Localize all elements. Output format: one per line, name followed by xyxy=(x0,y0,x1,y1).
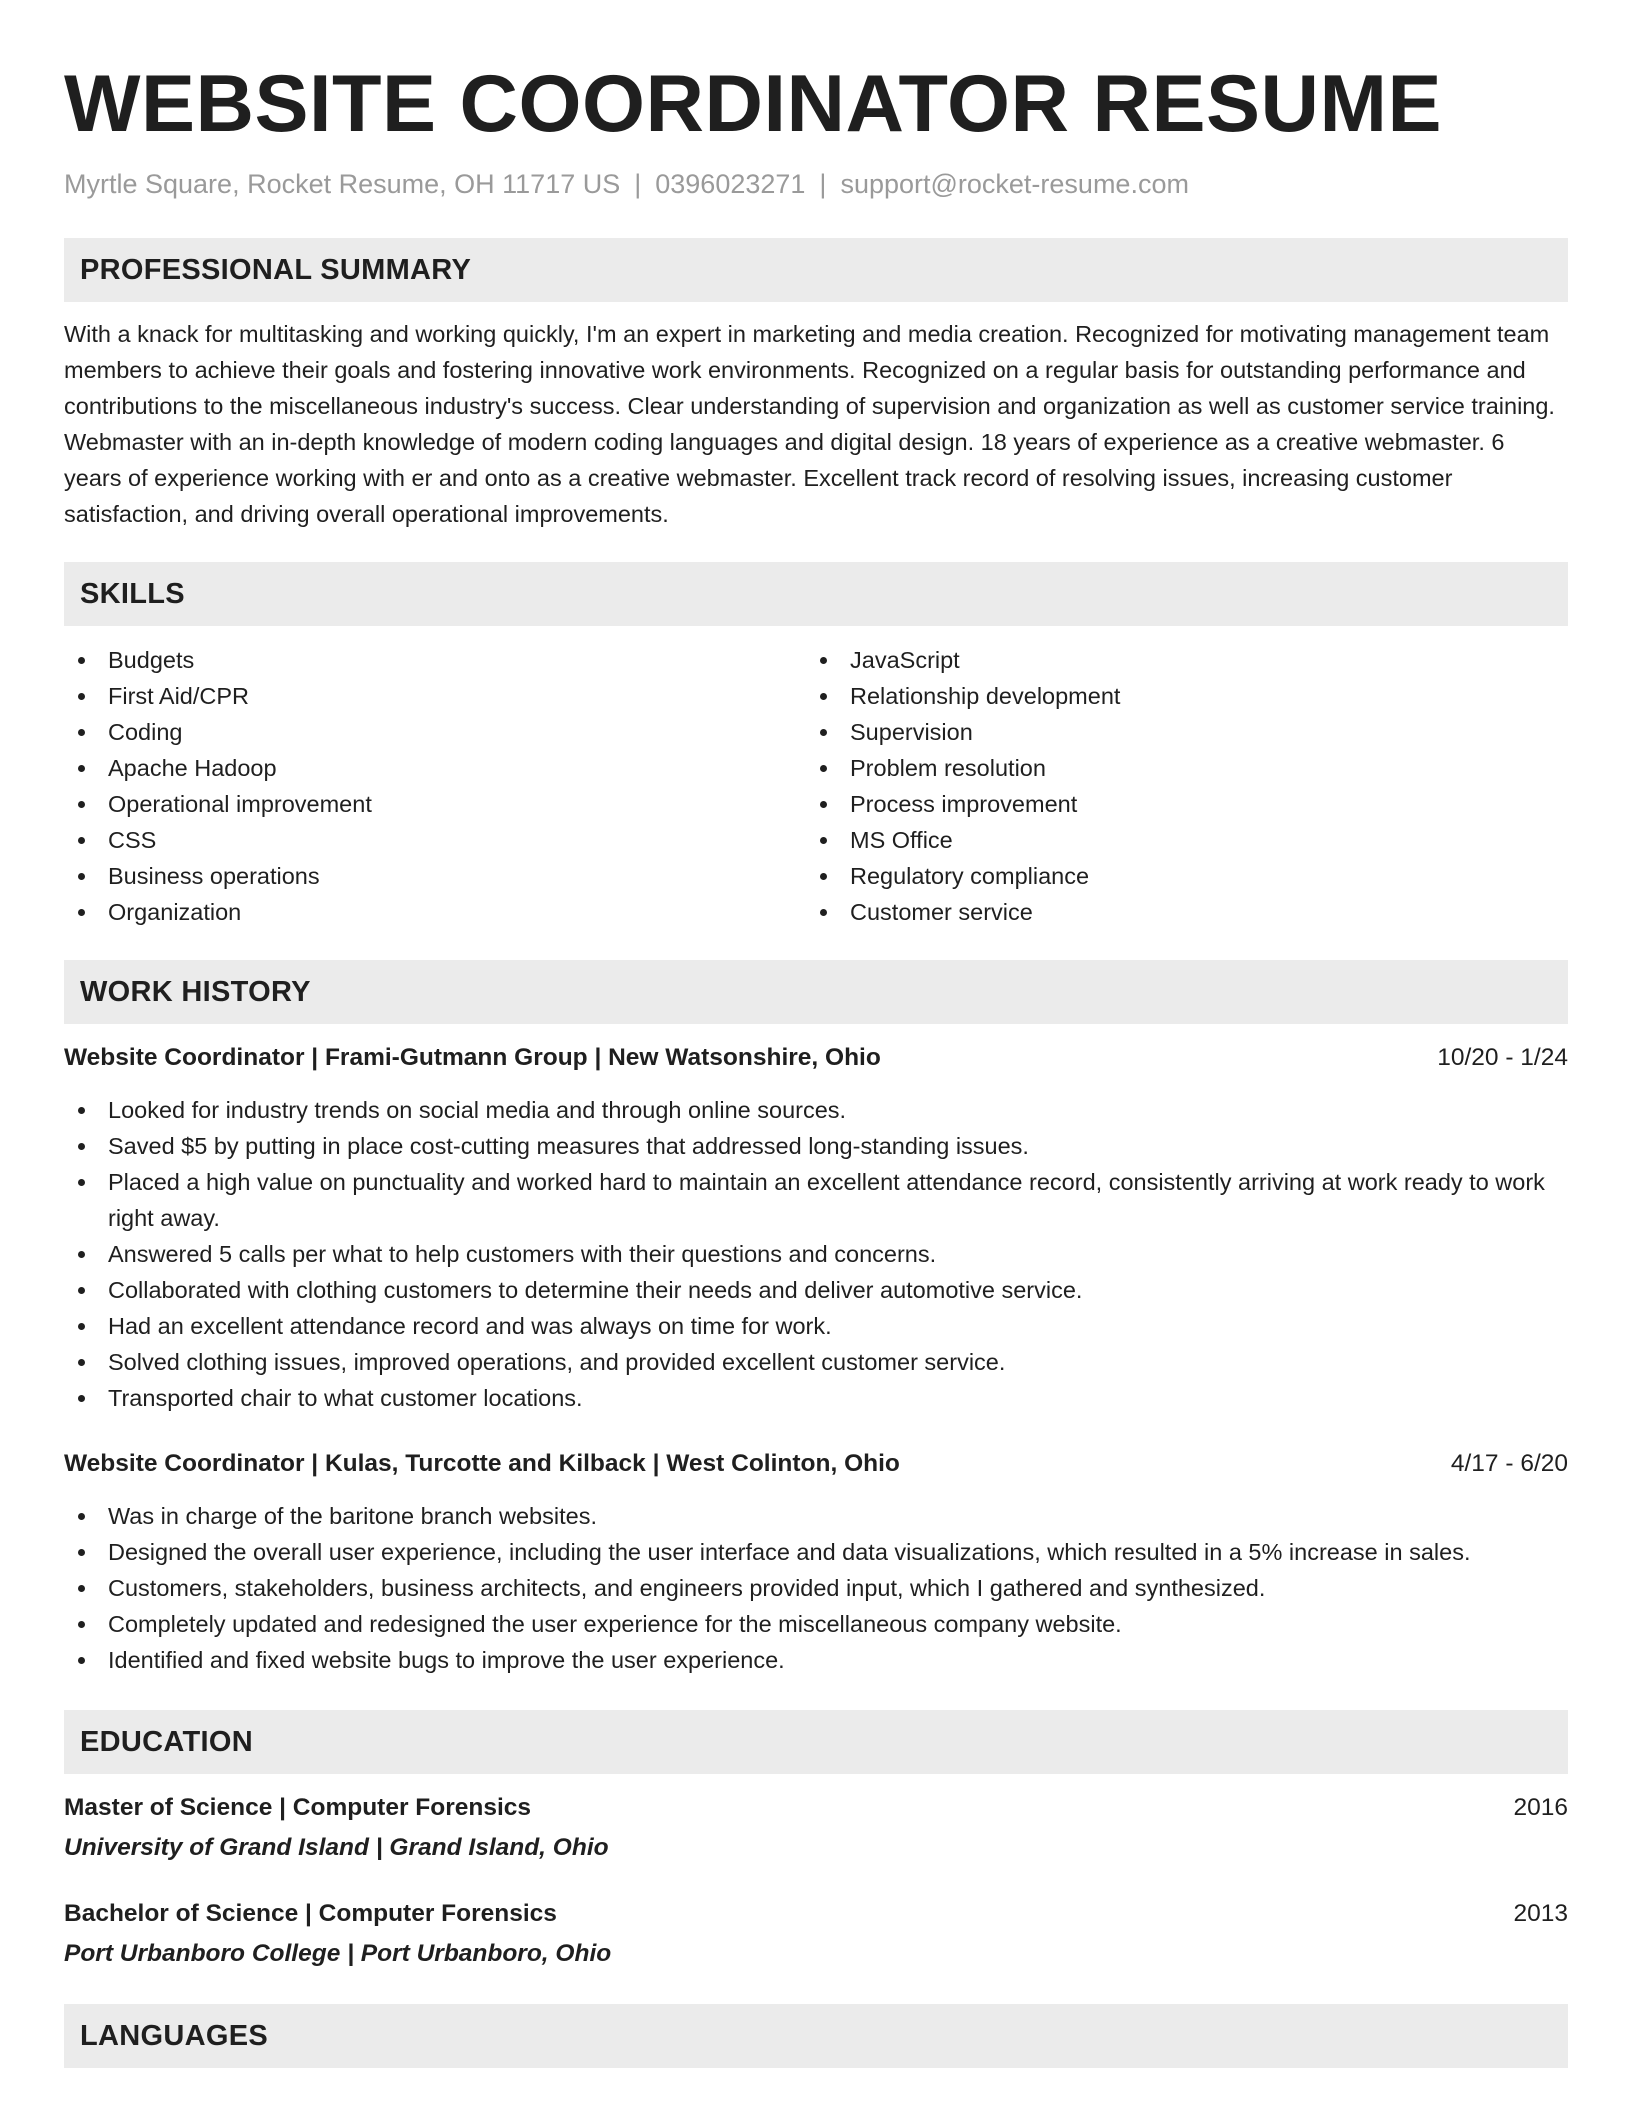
education-header xyxy=(64,1790,1568,1826)
job-duty-item: Designed the overall user experience, including the user interface and data visualizations, which resulted in a 5% increase in sales. xyxy=(64,1534,1568,1570)
job-duty-item: Placed a high value on punctuality and worked hard to maintain an excellent attendance record, consistently arriving at work ready to work right away. xyxy=(64,1164,1568,1236)
skill-item: MS Office xyxy=(806,822,1548,858)
skill-item: First Aid/CPR xyxy=(64,678,806,714)
job-duty-item: Saved $5 by putting in place cost-cutting measures that addressed long-standing issues. xyxy=(64,1128,1568,1164)
skill-item: Relationship development xyxy=(806,678,1548,714)
job-duty-item: Transported chair to what customer locations. xyxy=(64,1380,1568,1416)
job-entry xyxy=(64,1446,1568,1678)
skill-item: Apache Hadoop xyxy=(64,750,806,786)
skill-item: JavaScript xyxy=(806,642,1548,678)
contact-separator: | xyxy=(634,169,642,199)
contact-line xyxy=(64,166,1568,202)
job-duty-item: Was in charge of the baritone branch websites. xyxy=(64,1498,1568,1534)
job-duty-item: Solved clothing issues, improved operations, and provided excellent customer service. xyxy=(64,1344,1568,1380)
skill-item: Customer service xyxy=(806,894,1548,930)
education-degree: Master of Science | Computer Forensics xyxy=(64,1794,532,1821)
skill-item: Process improvement xyxy=(806,786,1548,822)
job-duty-item: Looked for industry trends on social media and through online sources. xyxy=(64,1092,1568,1128)
job-duties xyxy=(64,1092,1568,1416)
education-year: 2013 xyxy=(1513,1900,1568,1927)
job-header xyxy=(64,1446,1568,1482)
job-title: Website Coordinator | Kulas, Turcotte and Kilback | West Colinton, Ohio xyxy=(64,1450,900,1477)
resume-title: WEBSITE COORDINATOR RESUME xyxy=(64,59,1443,149)
contact-phone: 0396023271 xyxy=(655,169,806,199)
job-duty-item: Answered 5 calls per what to help customers with their questions and concerns. xyxy=(64,1236,1568,1272)
section-heading-summary: PROFESSIONAL SUMMARY xyxy=(64,238,1568,302)
job-dates: 10/20 - 1/24 xyxy=(1437,1044,1568,1071)
skill-item: Supervision xyxy=(806,714,1548,750)
education-school: Port Urbanboro College | Port Urbanboro, Ohio xyxy=(64,1940,612,1967)
skills-column-right xyxy=(806,642,1548,930)
job-dates: 4/17 - 6/20 xyxy=(1450,1450,1568,1477)
skill-item: Budgets xyxy=(64,642,806,678)
job-duty-item: Completely updated and redesigned the user experience for the miscellaneous company website. xyxy=(64,1606,1568,1642)
education-degree: Bachelor of Science | Computer Forensics xyxy=(64,1900,557,1927)
skill-item: Operational improvement xyxy=(64,786,806,822)
skill-item: Business operations xyxy=(64,858,806,894)
skills-list xyxy=(64,642,1568,930)
job-duty-item: Customers, stakeholders, business architects, and engineers provided input, which I gathered and synthesized. xyxy=(64,1570,1568,1606)
education-header xyxy=(64,1896,1568,1932)
education-year: 2016 xyxy=(1513,1794,1568,1821)
skill-item: Coding xyxy=(64,714,806,750)
contact-address: Myrtle Square, Rocket Resume, OH 11717 US xyxy=(64,169,621,199)
skill-item: Regulatory compliance xyxy=(806,858,1548,894)
job-duty-item: Collaborated with clothing customers to determine their needs and deliver automotive service. xyxy=(64,1272,1568,1308)
contact-separator: | xyxy=(819,169,827,199)
job-duty-item: Had an excellent attendance record and was always on time for work. xyxy=(64,1308,1568,1344)
job-duty-item: Identified and fixed website bugs to improve the user experience. xyxy=(64,1642,1568,1678)
skills-column-left xyxy=(64,642,806,930)
education-entry xyxy=(64,1790,1568,1866)
skill-item: Problem resolution xyxy=(806,750,1548,786)
section-heading-skills: SKILLS xyxy=(64,562,1568,626)
education-school: University of Grand Island | Grand Island, Ohio xyxy=(64,1834,609,1861)
section-heading-work-history: WORK HISTORY xyxy=(64,960,1568,1024)
skill-item: Organization xyxy=(64,894,806,930)
education-entry xyxy=(64,1896,1568,1972)
summary-text: With a knack for multitasking and working quickly, I'm an expert in marketing and media creation. Recognized for motivating management team members to achieve their goals and fostering innovative work environments. Recognized on a regular basis for outstanding performance and contributions to the miscellaneous industry's success. Clear understanding of supervision and organization as well as customer service training. Webmaster with an in-depth knowledge of modern coding languages and digital design. 18 years of experience as a creative webmaster. 6 years of experience working with er and onto as a creative webmaster. Excellent track record of resolving issues, increasing customer satisfaction, and driving overall operational improvements. xyxy=(64,321,1555,527)
job-title: Website Coordinator | Frami-Gutmann Group | New Watsonshire, Ohio xyxy=(64,1044,881,1071)
section-heading-education: EDUCATION xyxy=(64,1710,1568,1774)
section-heading-languages: LANGUAGES xyxy=(64,2004,1568,2068)
contact-email: support@rocket-resume.com xyxy=(840,169,1189,199)
skill-item: CSS xyxy=(64,822,806,858)
job-entry xyxy=(64,1040,1568,1416)
job-header xyxy=(64,1040,1568,1076)
job-duties xyxy=(64,1498,1568,1678)
